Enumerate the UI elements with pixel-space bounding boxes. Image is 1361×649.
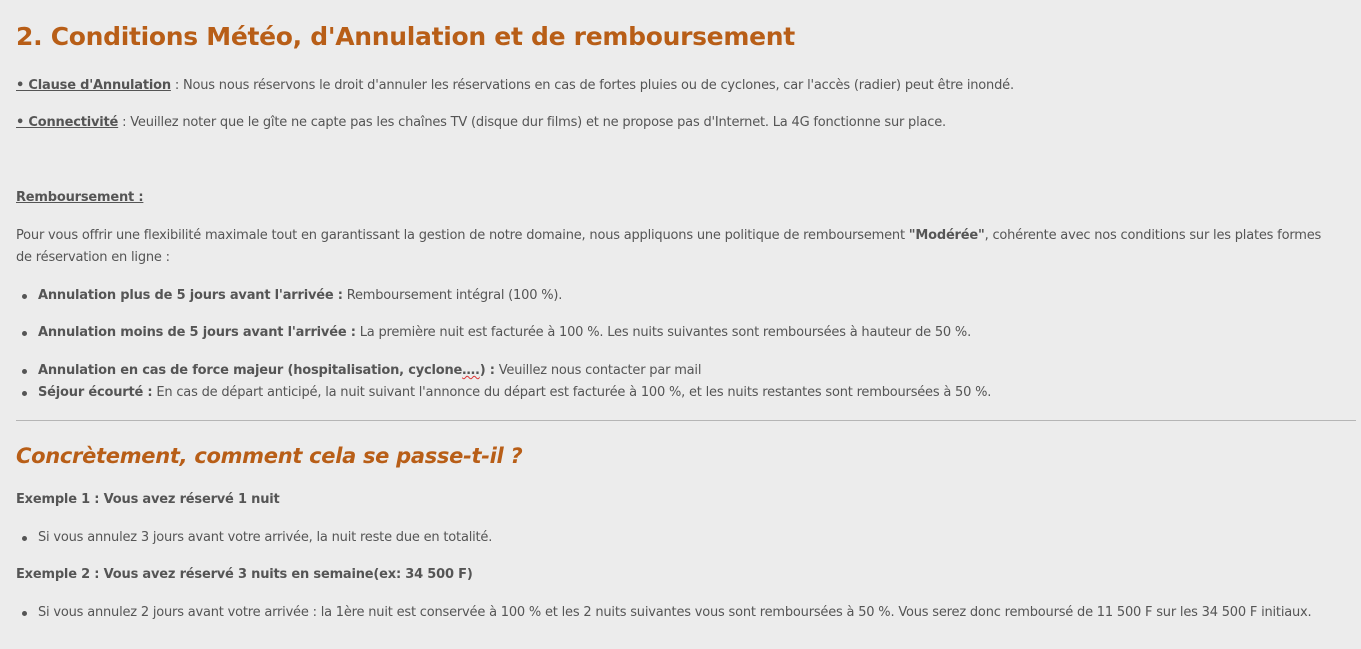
refund-intro-before: Pour vous offrir une flexibilité maximale tout en garantissant la gestion de notre domaine, nous appliquons une politique de remboursement [16,228,909,243]
example-2-item: Si vous annulez 2 jours avant votre arrivée : la 1ère nuit est conservée à 100 % et les 2 nuits suivantes vous sont remboursées à 50 %. Vous serez donc remboursé de 11 500 F sur les 34 500 F initiaux. [16,602,1311,624]
refund-item-more-5-days [16,285,562,307]
example-1-heading: Exemple 1 : Vous avez réservé 1 nuit [16,492,280,507]
refund-heading [16,187,143,209]
refund-item-label-spell: …. [462,363,480,378]
refund-item-short-stay [16,382,991,404]
connectivity-clause [16,112,946,134]
refund-item-label: Séjour écourté : [38,385,153,400]
refund-heading-label: Remboursement : [16,190,144,205]
example-2-list [16,602,1311,624]
refund-item-force-majeure [16,360,991,382]
refund-item-text: Veuillez nous contacter par mail [494,363,702,378]
section-divider [16,420,1356,421]
refund-list [16,285,562,307]
examples-title: Concrètement, comment cela se passe-t-il ? [16,444,523,468]
example-1-item: Si vous annulez 3 jours avant votre arrivée, la nuit reste due en totalité. [16,527,492,549]
cancellation-clause-label: • Clause d'Annulation [16,78,171,93]
refund-intro-after: , cohérente avec nos conditions sur les plates formes de réservation en ligne : [16,228,1322,265]
refund-item-text: Remboursement intégral (100 %). [342,288,563,303]
refund-item-label-end: ) : [479,363,495,378]
refund-item-less-5-days [16,322,971,344]
connectivity-clause-label: • Connectivité [16,115,119,130]
refund-item-label-start: Annulation en cas de force majeur (hospitalisation, cyclone [38,363,463,378]
cancellation-clause-text: : Nous nous réservons le droit d'annuler les réservations en cas de fortes pluies ou de cyclones, car l'accès (radier) peut être inondé. [170,78,1014,93]
refund-intro [16,225,1336,269]
refund-list [16,360,991,404]
example-1-list [16,527,492,549]
refund-item-text: En cas de départ anticipé, la nuit suivant l'annonce du départ est facturée à 100 %, et les nuits restantes sont remboursées à 50 %. [152,385,992,400]
example-2-heading: Exemple 2 : Vous avez réservé 3 nuits en semaine(ex: 34 500 F) [16,567,473,582]
page-title: 2. Conditions Météo, d'Annulation et de remboursement [16,22,795,51]
refund-intro-policy: "Modérée" [908,228,985,243]
refund-list [16,322,971,344]
refund-item-label: Annulation plus de 5 jours avant l'arrivée : [38,288,343,303]
connectivity-clause-text: : Veuillez noter que le gîte ne capte pas les chaînes TV (disque dur films) et ne propose pas d'Internet. La 4G fonctionne sur place. [118,115,946,130]
cancellation-clause [16,75,1014,97]
refund-item-text: La première nuit est facturée à 100 %. Les nuits suivantes sont remboursées à hauteur de 50 %. [355,325,972,340]
refund-item-label: Annulation moins de 5 jours avant l'arrivée : [38,325,356,340]
